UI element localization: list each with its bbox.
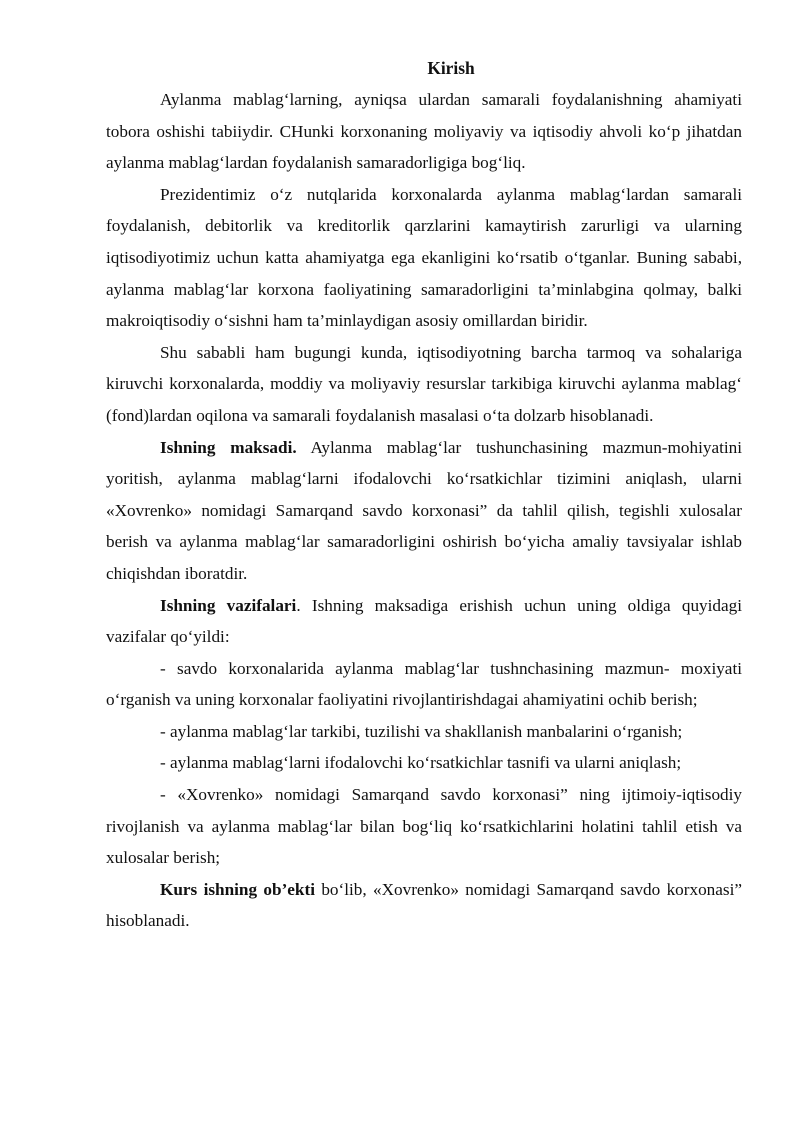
paragraph-text: - «Xovrenko» nomidagi Samarqand savdo korxonasi” ning ijtimoiy-iqtisodiy rivojlanish va aylanma mablag‘lar bilan bog‘liq ko‘rsatkichlarini holatini tahlil etish va xulosalar berish;: [106, 785, 742, 868]
paragraph-text: Shu sababli ham bugungi kunda, iqtisodiyotning barcha tarmoq va sohalariga kiruvchi korxonalarda, moddiy va moliyaviy resurslar tarkibiga kiruvchi aylanma mablag‘ (fond)lardan oqilona va samarali foydalanish masalasi o‘ta dolzarb hisoblanadi.: [106, 342, 742, 425]
task-item: [106, 653, 742, 716]
paragraph-text: - aylanma mablag‘larni ifodalovchi ko‘rsatkichlar tasnifi va ularni aniqlash;: [160, 753, 682, 773]
paragraph-text: - aylanma mablag‘lar tarkibi, tuzilishi va shakllanish manbalarini o‘rganish;: [160, 721, 683, 741]
paragraph-goal: [106, 432, 742, 590]
paragraph-text: Prezidentimiz o‘z nutqlarida korxonalarda aylanma mablag‘lardan samarali foydalanish, debitorlik va kreditorlik qarzlarini kamaytirish zarurligi va ularning iqtisodiyotimiz uchun katta ahamiyatga ega ekanligini ko‘rsatib o‘tganlar. Buning sababi, aylanma mablag‘lar korxona faoliyatining samaradorligini ta’minlabgina qolmay, balki makroiqtisodiy o‘sishni ham ta’minlaydigan asosiy omillardan biridir.: [106, 184, 742, 331]
paragraph-lead: Kurs ishning ob’ekti: [160, 879, 315, 899]
paragraph-tasks: [106, 590, 742, 653]
paragraph-lead: Ishning maksadi.: [160, 437, 297, 457]
task-item: [106, 779, 742, 874]
document-body: [106, 84, 742, 937]
paragraph-intro: [106, 84, 742, 179]
paragraph-text: . Ishning maksadiga erishish uchun uning oldiga quyidagi vazifalar qo‘yildi:: [106, 595, 743, 647]
paragraph-text: - savdo korxonalarida aylanma mablag‘lar tushnchasining mazmun- moxiyati o‘rganish va uning korxonalar faoliyatini rivojlantirishdagai ahamiyatini ochib berish;: [106, 658, 742, 710]
paragraph-object: [106, 874, 742, 937]
paragraph-text: Aylanma mablag‘larning, ayniqsa ulardan samarali foydalanishning ahamiyati tobora oshishi tabiiydir. CHunki korxonaning moliyaviy va iqtisodiy ahvoli ko‘p jihatdan aylanma mablag‘lardan foydalanish samaradorligiga bog‘liq.: [106, 90, 742, 173]
paragraph-lead: Ishning vazifalari: [160, 595, 297, 615]
task-item: [106, 716, 742, 748]
paragraph-text: Aylanma mablag‘lar tushunchasining mazmun-mohiyatini yoritish, aylanma mablag‘larni ifodalovchi ko‘rsatkichlar tizimini aniqlash, ularni «Xovrenko» nomidagi Samarqand savdo korxonasi” da tahlil qilish, tegishli xulosalar berish va aylanma mablag‘lar samaradorligini oshirish bo‘yicha amaliy tavsiyalar ishlab chiqishdan iboratdir.: [106, 437, 742, 583]
task-item: [106, 747, 742, 779]
paragraph-relevance: [106, 337, 742, 432]
page-title: Kirish: [427, 58, 475, 78]
paragraph-text: bo‘lib, «Xovrenko» nomidagi Samarqand savdo korxonasi” hisoblanadi.: [106, 879, 742, 931]
paragraph-president: [106, 179, 742, 337]
